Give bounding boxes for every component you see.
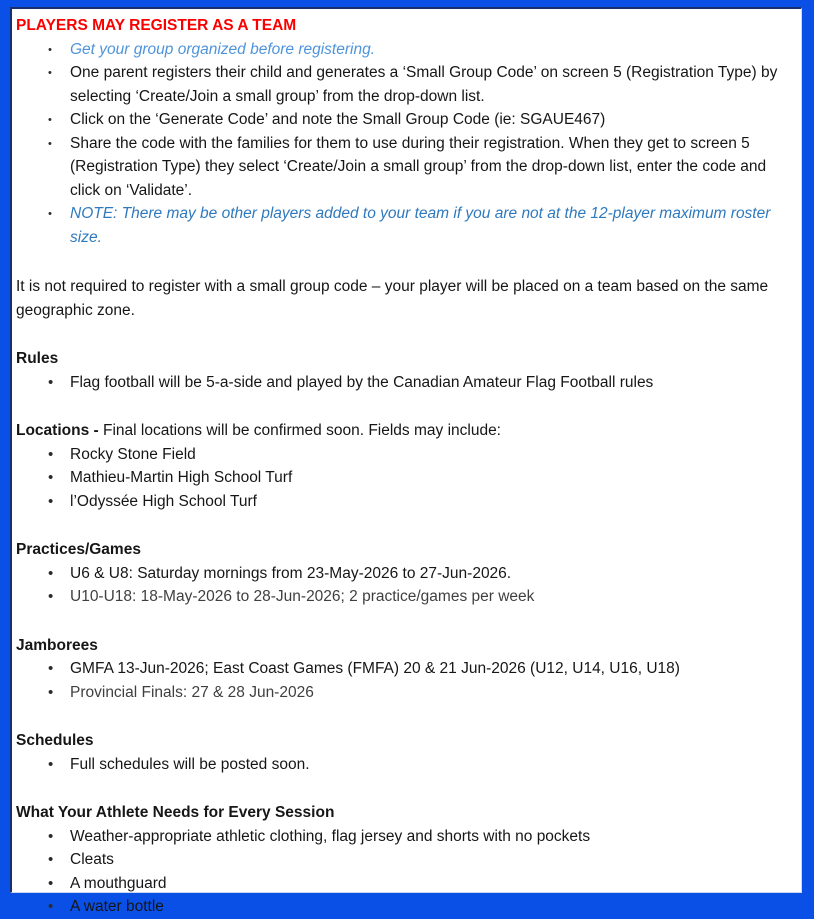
content-area — [10, 7, 802, 915]
list-item-gmfa: • GMFA 13-Jun-2026; East Coast Games (FMFA) 20 & 21 Jun-2026 (U12, U14, U16, U18) — [70, 657, 795, 681]
list-item-full-schedules: • Full schedules will be posted soon. — [70, 753, 795, 777]
list-item-odyssee: • l’Odyssée High School Turf — [70, 490, 795, 514]
section-heading-jamborees: Jamborees — [16, 636, 98, 654]
list-item-provincial-finals: • Provincial Finals: 27 & 28 Jun-2026 — [70, 681, 795, 705]
schedules-list — [16, 753, 795, 777]
section-rules — [16, 347, 795, 394]
list-item-parent-registers: • One parent registers their child and generates a ‘Small Group Code’ on screen 5 (Registration Type) by selecting ‘Create/Join a small group’ from the drop-down list. — [70, 61, 795, 108]
list-item-flag-rules: • Flag football will be 5-a-side and played by the Canadian Amateur Flag Football rules — [70, 371, 795, 395]
practices-games-list — [16, 562, 795, 609]
list-item-u6-u8: • U6 & U8: Saturday mornings from 23-May-2026 to 27-Jun-2026. — [70, 562, 795, 586]
locations-heading-rest: Final locations will be confirmed soon. Fields may include: — [98, 422, 501, 439]
section-heading-athlete-needs: What Your Athlete Needs for Every Session — [16, 804, 335, 821]
list-item-mathieu-martin: • Mathieu-Martin High School Turf — [70, 466, 795, 490]
list-item-generate-code: • Click on the ‘Generate Code’ and note the Small Group Code (ie: SGAUE467) — [70, 108, 795, 132]
list-item-clothing: • Weather-appropriate athletic clothing, flag jersey and shorts with no pockets — [70, 825, 795, 849]
page-title: PLAYERS MAY REGISTER AS A TEAM — [16, 17, 297, 34]
section-locations — [16, 419, 795, 513]
locations-list — [16, 443, 795, 514]
list-item-water-bottle: • A water bottle — [70, 895, 795, 919]
list-item-roster-note: • NOTE: There may be other players added to your team if you are not at the 12-player maximum roster size. — [70, 202, 795, 249]
jamborees-list — [16, 657, 795, 704]
athlete-needs-list — [16, 825, 795, 919]
section-athlete-needs — [16, 801, 795, 919]
rules-list — [16, 371, 795, 395]
locations-heading-bold: Locations - — [16, 422, 99, 439]
list-item-share-code: • Share the code with the families for them to use during their registration. When they get to screen 5 (Registration Type) they select ‘Create/Join a small group’ from the drop-down list, enter the code and click on ‘Validate’. — [70, 132, 795, 203]
section-heading-rules: Rules — [16, 350, 59, 367]
section-jamborees — [16, 634, 795, 705]
section-heading-schedules: Schedules — [16, 732, 94, 749]
section-heading-practices-games: Practices/Games — [16, 541, 141, 558]
paragraph-geographic-zone: It is not required to register with a small group code – your player will be placed on a team based on the same geographic zone. — [16, 278, 769, 319]
list-item-cleats: • Cleats — [70, 848, 795, 872]
list-item-u10-u18: • U10-U18: 18-May-2026 to 28-Jun-2026; 2 practice/games per week — [70, 585, 795, 609]
list-item-organize-group: • Get your group organized before registering. — [70, 38, 795, 62]
section-heading-locations — [16, 419, 795, 443]
section-practices-games — [16, 538, 795, 609]
team-registration-list — [16, 38, 795, 250]
list-item-mouthguard: • A mouthguard — [70, 872, 795, 896]
list-item-rocky-stone: • Rocky Stone Field — [70, 443, 795, 467]
section-schedules — [16, 729, 795, 776]
